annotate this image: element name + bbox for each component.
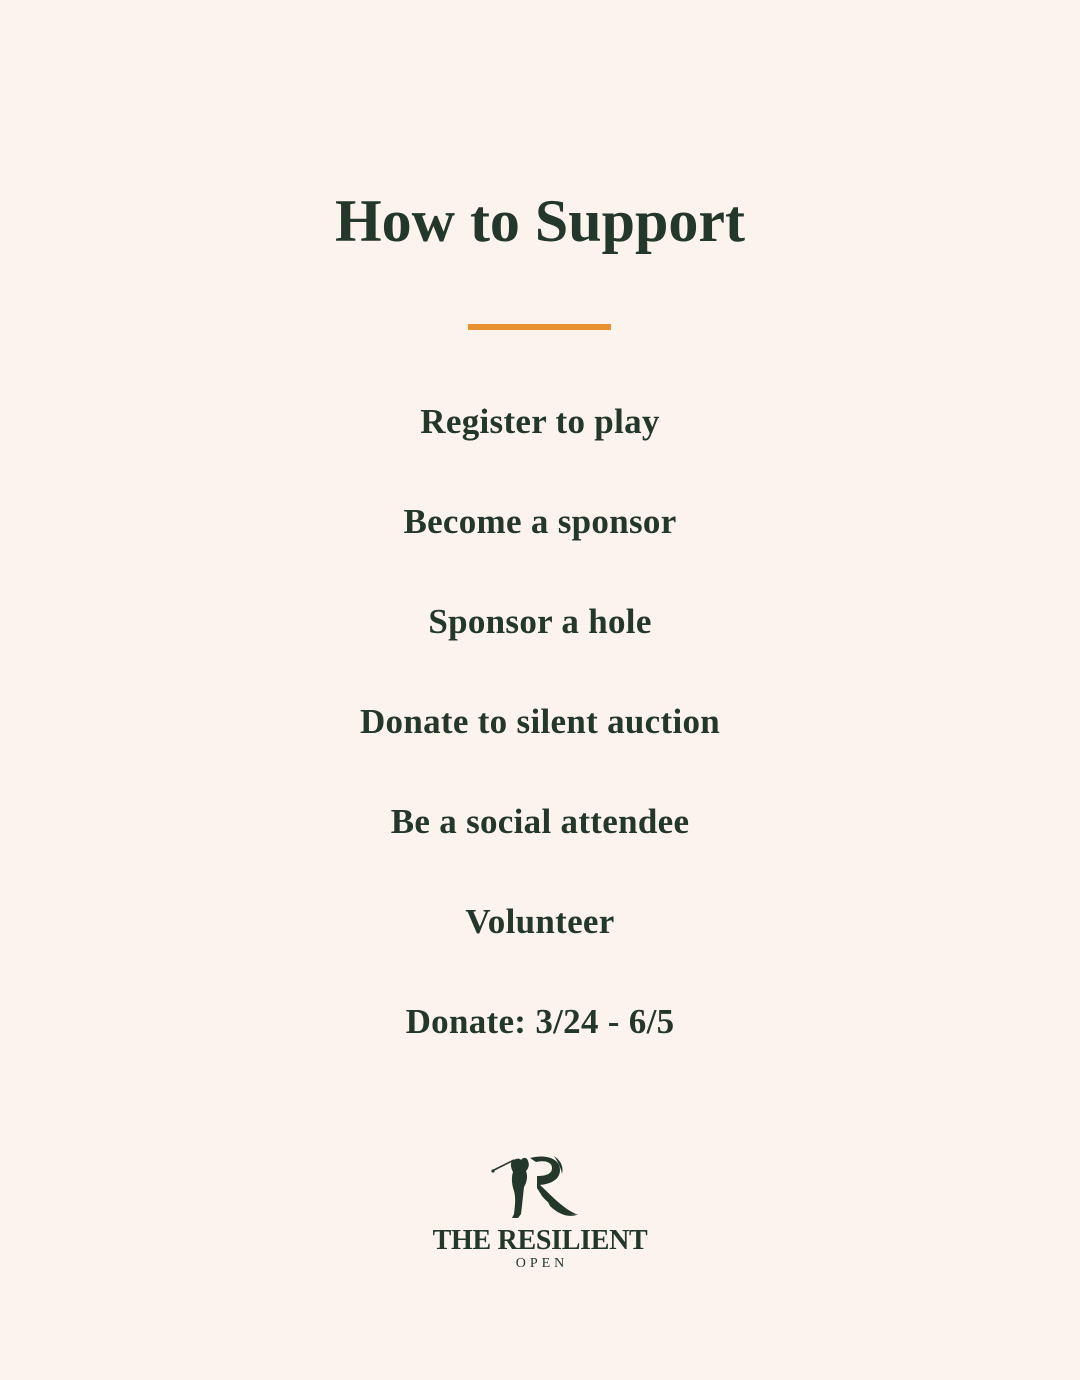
golfer-r-monogram-icon	[490, 1152, 590, 1222]
support-option-social-attendee: Be a social attendee	[390, 802, 690, 841]
support-option-silent-auction: Donate to silent auction	[359, 702, 721, 741]
support-option-sponsor: Become a sponsor	[403, 502, 677, 541]
support-option-register: Register to play	[420, 402, 660, 441]
page-title: How to Support	[334, 188, 746, 254]
accent-divider	[468, 324, 611, 330]
brand-logo	[0, 1152, 1080, 1272]
support-option-sponsor-hole: Sponsor a hole	[428, 602, 652, 641]
support-options-list	[0, 398, 1080, 1098]
support-option-volunteer: Volunteer	[465, 902, 615, 941]
brand-subtitle: OPEN	[515, 1256, 569, 1271]
support-option-donate-dates: Donate: 3/24 - 6/5	[405, 1002, 675, 1041]
brand-name: THE RESILIENT	[432, 1225, 648, 1256]
